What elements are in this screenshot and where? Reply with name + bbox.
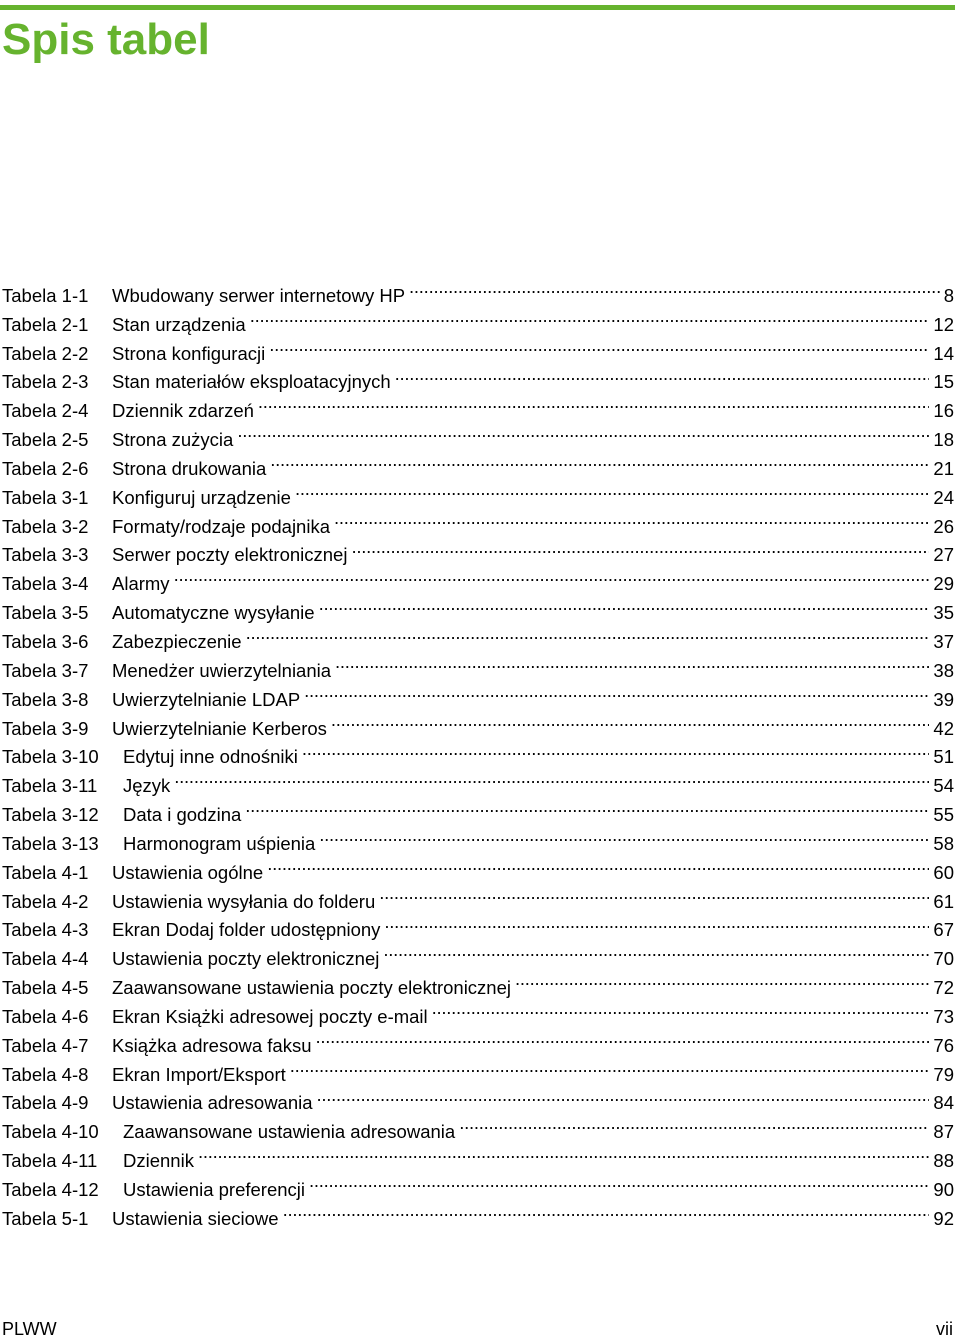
toc-entry-label: Tabela 4-5 [2,977,89,999]
toc-entry-title: Strona zużycia [112,429,234,451]
toc-dot-leader [309,1167,929,1196]
toc-entry-title: Harmonogram uśpienia [123,832,316,854]
toc-entry-title: Uwierzytelnianie Kerberos [112,717,327,739]
footer-locale-code: PLWW [2,1319,57,1339]
toc-entry-page-number: 39 [933,688,954,710]
toc-entry-page-number: 90 [933,1179,954,1200]
toc-entry-page-number: 14 [933,342,954,364]
toc-entry-title: Zabezpieczenie [112,630,242,652]
toc-entry-title: Dziennik zdarzeń [112,400,254,422]
toc-dot-leader [432,994,930,1023]
toc-entry-title: Ustawienia adresowania [112,1092,313,1114]
toc-entry-page-number: 12 [933,313,954,335]
toc-entry-page-number: 61 [933,890,954,912]
toc-entry-label: Tabela 3-11 [2,775,98,797]
toc-entry-title: Serwer poczty elektronicznej [112,544,348,566]
toc-entry-page-number: 84 [933,1092,954,1114]
toc-entry-label: Tabela 4-12 [2,1179,99,1200]
toc-dot-leader [459,1109,929,1138]
toc-entry-label: Tabela 2-6 [2,457,89,479]
top-accent-rule [0,5,955,10]
toc-dot-leader [295,475,929,504]
toc-entry-title: Strona konfiguracji [112,342,266,364]
toc-entry-page-number: 79 [933,1063,954,1085]
toc-entry-label: Tabela 3-9 [2,717,89,739]
toc-entry-label: Tabela 2-1 [2,313,89,335]
toc-dot-leader [383,936,929,965]
toc-entry-title: Ekran Import/Eksport [112,1063,286,1085]
toc-dot-leader [174,763,929,792]
toc-entry-label: Tabela 4-6 [2,1005,89,1027]
toc-entry-label: Tabela 3-6 [2,630,89,652]
toc-entry-label: Tabela 4-10 [2,1121,99,1143]
toc-entry-page-number: 88 [933,1150,954,1172]
toc-entry-label: Tabela 2-4 [2,400,89,422]
toc-entry-label: Tabela 3-8 [2,688,89,710]
toc-entry-title: Ustawienia ogólne [112,861,264,883]
toc-entry-label: Tabela 1-1 [2,284,89,306]
toc-entry-title: Książka adresowa faksu [112,1034,312,1056]
toc-entry-title: Stan materiałów eksploatacyjnych [112,371,391,393]
toc-entry-page-number: 21 [933,457,954,479]
toc-entry-page-number: 15 [933,371,954,393]
toc-dot-leader [409,273,940,302]
toc-entry-title: Strona drukowania [112,457,267,479]
toc-entry-label: Tabela 5-1 [2,1207,89,1229]
toc-entry-label: Tabela 3-10 [2,746,99,768]
toc-dot-leader [317,1081,930,1110]
toc-dot-leader [351,533,929,562]
toc-dot-leader [319,590,930,619]
toc-entry-title: Formaty/rodzaje podajnika [112,515,330,537]
toc-entry-label: Tabela 3-4 [2,573,89,595]
toc-entry-label: Tabela 3-7 [2,659,89,681]
toc-entry-title: Dziennik [123,1150,194,1172]
toc-dot-leader [331,706,930,735]
toc-dot-leader [250,302,930,331]
toc-dot-leader [335,648,929,677]
toc-entry-page-number: 70 [933,948,954,970]
toc-entry-label: Tabela 2-5 [2,429,89,451]
toc-entry-page-number: 29 [933,573,954,595]
toc-dot-leader [395,360,930,389]
table-of-contents-list [2,273,954,1229]
toc-entry-page-number: 55 [933,804,954,826]
toc-entry-label: Tabela 4-7 [2,1034,89,1056]
toc-entry-label: Tabela 3-1 [2,486,89,508]
toc-dot-leader [302,735,930,764]
toc-entry-page-number: 27 [933,544,954,566]
toc-dot-leader [334,504,929,533]
toc-dot-leader [245,792,929,821]
toc-dot-leader [319,821,929,850]
toc-entry-page-number: 24 [933,486,954,508]
toc-entry-title: Zaawansowane ustawienia poczty elektronicznej [112,977,511,999]
toc-entry-label: Tabela 4-3 [2,919,89,941]
toc-entry-label: Tabela 4-11 [2,1150,98,1172]
toc-entry-page-number: 51 [933,746,954,768]
toc-entry-page-number: 54 [933,775,954,797]
toc-dot-leader [258,388,930,417]
toc-entry-title: Ustawienia wysyłania do folderu [112,890,376,912]
toc-entry-title: Język [123,775,171,797]
toc-entry-label: Tabela 3-12 [2,804,99,826]
toc-entry-page-number: 37 [933,630,954,652]
toc-entry-label: Tabela 4-4 [2,948,89,970]
toc-entry-title: Ekran Książki adresowej poczty e-mail [112,1005,428,1027]
toc-entry-title: Wbudowany serwer internetowy HP [112,284,406,306]
toc-dot-leader [515,965,929,994]
toc-entry-label: Tabela 4-8 [2,1063,89,1085]
toc-dot-leader [246,619,930,648]
toc-dot-leader [384,908,929,937]
toc-entry-page-number: 92 [933,1207,954,1229]
toc-entry-page-number: 67 [933,919,954,941]
toc-entry-title: Automatyczne wysyłanie [112,602,315,624]
toc-entry-label: Tabela 4-9 [2,1092,89,1114]
toc-entry-page-number: 26 [933,515,954,537]
toc-entry-title: Ekran Dodaj folder udostępniony [112,919,381,941]
toc-entry-title: Ustawienia poczty elektronicznej [112,948,380,970]
toc-entry-page-number: 8 [943,284,954,306]
toc-entry-title: Stan urządzenia [112,313,246,335]
toc-entry-page-number: 38 [933,659,954,681]
toc-entry-title: Alarmy [112,573,170,595]
toc-entry-page-number: 60 [933,861,954,883]
toc-entry-page-number: 76 [933,1034,954,1056]
toc-entry-label: Tabela 3-5 [2,602,89,624]
toc-entry-label: Tabela 4-1 [2,861,89,883]
toc-entry-title: Edytuj inne odnośniki [123,746,298,768]
toc-entry-label: Tabela 3-3 [2,544,89,566]
toc-entry-page-number: 16 [933,400,954,422]
toc-entry-label: Tabela 3-2 [2,515,89,537]
toc-entry-title: Zaawansowane ustawienia adresowania [123,1121,456,1143]
toc-entry-page-number: 42 [933,717,954,739]
toc-entry-page-number: 58 [933,832,954,854]
toc-entry-title: Uwierzytelnianie LDAP [112,688,301,710]
toc-entry-label: Tabela 2-2 [2,342,89,364]
toc-dot-leader [379,879,929,908]
toc-dot-leader [237,417,929,446]
toc-entry-title: Ustawienia preferencji [123,1179,306,1200]
toc-entry-title: Data i godzina [123,804,242,826]
toc-dot-leader [269,331,929,360]
toc-entry-page-number: 35 [933,602,954,624]
toc-entry-page-number: 72 [933,977,954,999]
toc-dot-leader [267,850,929,879]
toc-entry-page-number: 18 [933,429,954,451]
toc-dot-leader [283,1196,930,1225]
toc-dot-leader [198,1138,929,1167]
toc-entry[interactable] [2,273,954,306]
footer-page-number: vii [936,1319,953,1339]
page-title: Spis tabel [2,15,210,64]
toc-entry-label: Tabela 2-3 [2,371,89,393]
toc-entry-label: Tabela 3-13 [2,832,99,854]
toc-entry-page-number: 87 [933,1121,954,1143]
toc-entry-title: Menedżer uwierzytelniania [112,659,332,681]
toc-entry-title: Ustawienia sieciowe [112,1207,279,1229]
toc-entry-page-number: 73 [933,1005,954,1027]
toc-dot-leader [316,1023,930,1052]
toc-dot-leader [174,561,930,590]
toc-dot-leader [304,677,929,706]
toc-entry-title: Konfiguruj urządzenie [112,486,291,508]
toc-dot-leader [270,446,929,475]
toc-dot-leader [290,1052,930,1081]
toc-entry-label: Tabela 4-2 [2,890,89,912]
